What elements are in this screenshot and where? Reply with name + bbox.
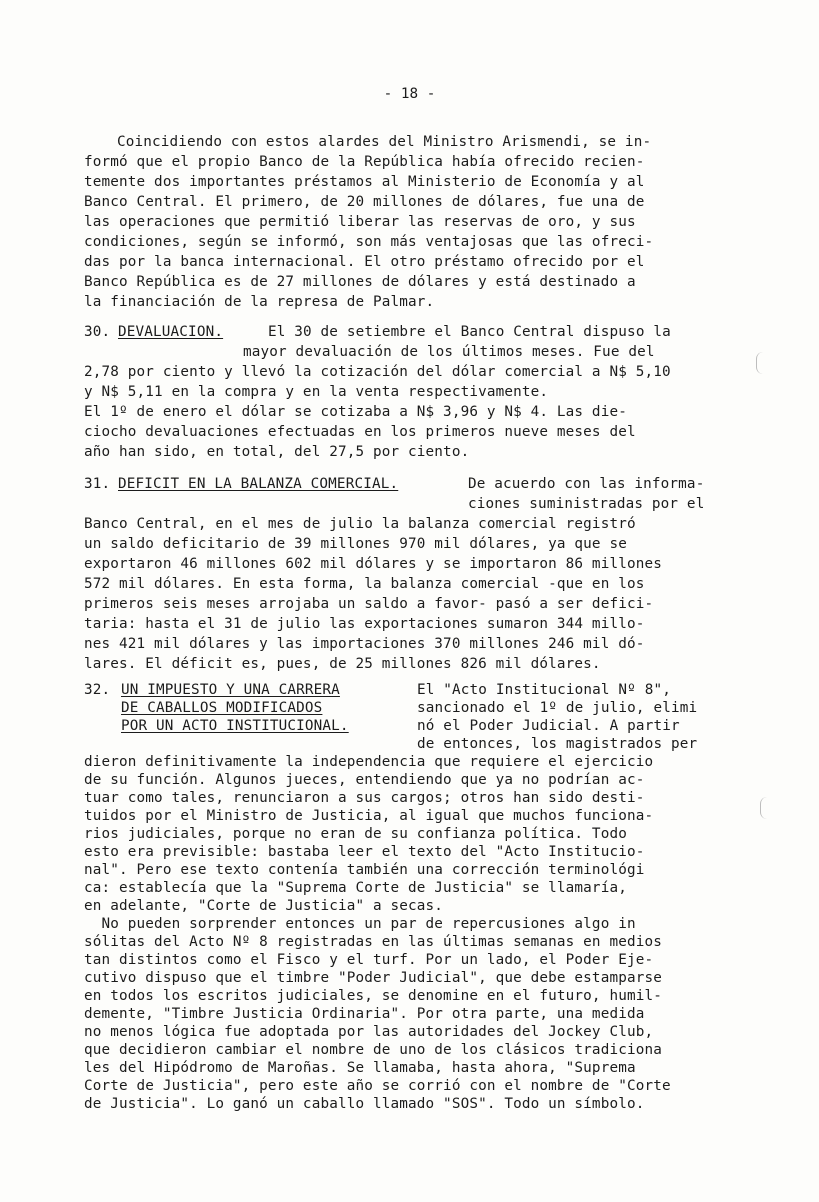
text-line: 572 mil dólares. En esta forma, la balanza comercial -que en los [84, 576, 645, 592]
text-line: un saldo deficitario de 39 millones 970 mil dólares, ya que se [84, 536, 627, 552]
text-line: que decidieron cambiar el nombre de uno de los clásicos tradiciona [84, 1042, 662, 1058]
text-line: las operaciones que permitió liberar las reservas de oro, y sus [84, 214, 636, 230]
text-line: formó que el propio Banco de la República había ofrecido recien- [84, 154, 645, 170]
text-line: sólitas del Acto Nº 8 registradas en las últimas semanas en medios [84, 934, 662, 950]
text-line: ca: establecía que la "Suprema Corte de Justicia" se llamaría, [84, 880, 627, 896]
text-line: y N$ 5,11 en la compra y en la venta respectivamente. [84, 384, 549, 400]
text-line: Corte de Justicia", pero este año se corrió con el nombre de "Corte [84, 1078, 671, 1094]
section-number: 30. [84, 324, 111, 340]
text-line: de su función. Algunos jueces, entendiendo que ya no podrían ac- [84, 772, 645, 788]
section-heading: DEFICIT EN LA BALANZA COMERCIAL. [118, 476, 399, 492]
text-line: taria: hasta el 31 de julio las exportaciones sumaron 344 millo- [84, 616, 645, 632]
section-heading-line: UN IMPUESTO Y UNA CARRERA [121, 682, 340, 698]
text-line: nes 421 mil dólares y las importaciones 370 millones 246 mil dó- [84, 636, 645, 652]
text-line: 2,78 por ciento y llevó la cotización del dólar comercial a N$ 5,10 [84, 364, 671, 380]
text-line: esto era previsible: bastaba leer el texto del "Acto Institucio- [84, 844, 645, 860]
text-line: en adelante, "Corte de Justicia" a secas. [84, 898, 444, 914]
text-line: das por la banca internacional. El otro préstamo ofrecido por el [84, 254, 645, 270]
text-line: Banco República es de 27 millones de dólares y está destinado a [84, 274, 636, 290]
text-line: cutivo dispuso que el timbre "Poder Judicial", que debe estamparse [84, 970, 662, 986]
text-line: condiciones, según se informó, son más ventajosas que las ofreci- [84, 234, 654, 250]
text-line: mayor devaluación de los últimos meses. Fue del [243, 344, 655, 360]
text-line: nal". Pero ese texto contenía también una corrección terminológi [84, 862, 645, 878]
text-line: dieron definitivamente la independencia que requiere el ejercicio [84, 754, 654, 770]
text-line: El 30 de setiembre el Banco Central dispuso la [268, 324, 671, 340]
text-line: tuar como tales, renunciaron a sus cargos; otros han sido desti- [84, 790, 645, 806]
text-line: Banco Central. El primero, de 20 millones de dólares, fue una de [84, 194, 645, 210]
text-line: la financiación de la represa de Palmar. [84, 294, 435, 310]
text-line: demente, "Timbre Justicia Ordinaria". Por otra parte, una medida [84, 1006, 645, 1022]
text-line: nó el Poder Judicial. A partir [417, 718, 680, 734]
text-line: Banco Central, en el mes de julio la balanza comercial registró [84, 516, 636, 532]
section-heading-line: POR UN ACTO INSTITUCIONAL. [121, 718, 349, 734]
text-line: El 1º de enero el dólar se cotizaba a N$ 3,96 y N$ 4. Las die- [84, 404, 627, 420]
text-line: lares. El déficit es, pues, de 25 millones 826 mil dólares. [84, 656, 601, 672]
margin-mark [756, 352, 763, 374]
text-line: les del Hipódromo de Maroñas. Se llamaba, hasta ahora, "Suprema [84, 1060, 636, 1076]
margin-mark [760, 797, 767, 819]
text-line: en todos los escritos judiciales, se denomine en el futuro, humil- [84, 988, 662, 1004]
text-line: ciocho devaluaciones efectuadas en los primeros nueve meses del [84, 424, 636, 440]
text-line: exportaron 46 millones 602 mil dólares y se importaron 86 millones [84, 556, 662, 572]
text-line: temente dos importantes préstamos al Ministerio de Economía y al [84, 174, 645, 190]
text-line: no menos lógica fue adoptada por las autoridades del Jockey Club, [84, 1024, 654, 1040]
text-line: de entonces, los magistrados per [417, 736, 698, 752]
text-line: El "Acto Institucional Nº 8", [417, 682, 671, 698]
section-heading: DEVALUACION. [118, 324, 224, 340]
text-line: ciones suministradas por el [468, 496, 705, 512]
text-line: sancionado el 1º de julio, elimi [417, 700, 698, 716]
text-line: tuidos por el Ministro de Justicia, al igual que muchos funciona- [84, 808, 654, 824]
text-line: De acuerdo con las informa- [468, 476, 705, 492]
text-line: primeros seis meses arrojaba un saldo a favor- pasó a ser defici- [84, 596, 654, 612]
text-line: de Justicia". Lo ganó un caballo llamado "SOS". Todo un símbolo. [84, 1096, 645, 1112]
section-number: 32. [84, 682, 111, 698]
text-line: Coincidiendo con estos alardes del Ministro Arismendi, se in- [117, 134, 652, 150]
text-line: rios judiciales, porque no eran de su confianza política. Todo [84, 826, 627, 842]
section-heading-line: DE CABALLOS MODIFICADOS [121, 700, 323, 716]
text-line: tan distintos como el Fisco y el turf. Por un lado, el Poder Eje- [84, 952, 654, 968]
text-line: año han sido, en total, del 27,5 por ciento. [84, 444, 470, 460]
section-number: 31. [84, 476, 111, 492]
text-line: No pueden sorprender entonces un par de repercusiones algo in [84, 916, 636, 932]
page-number: - 18 - [383, 86, 436, 102]
